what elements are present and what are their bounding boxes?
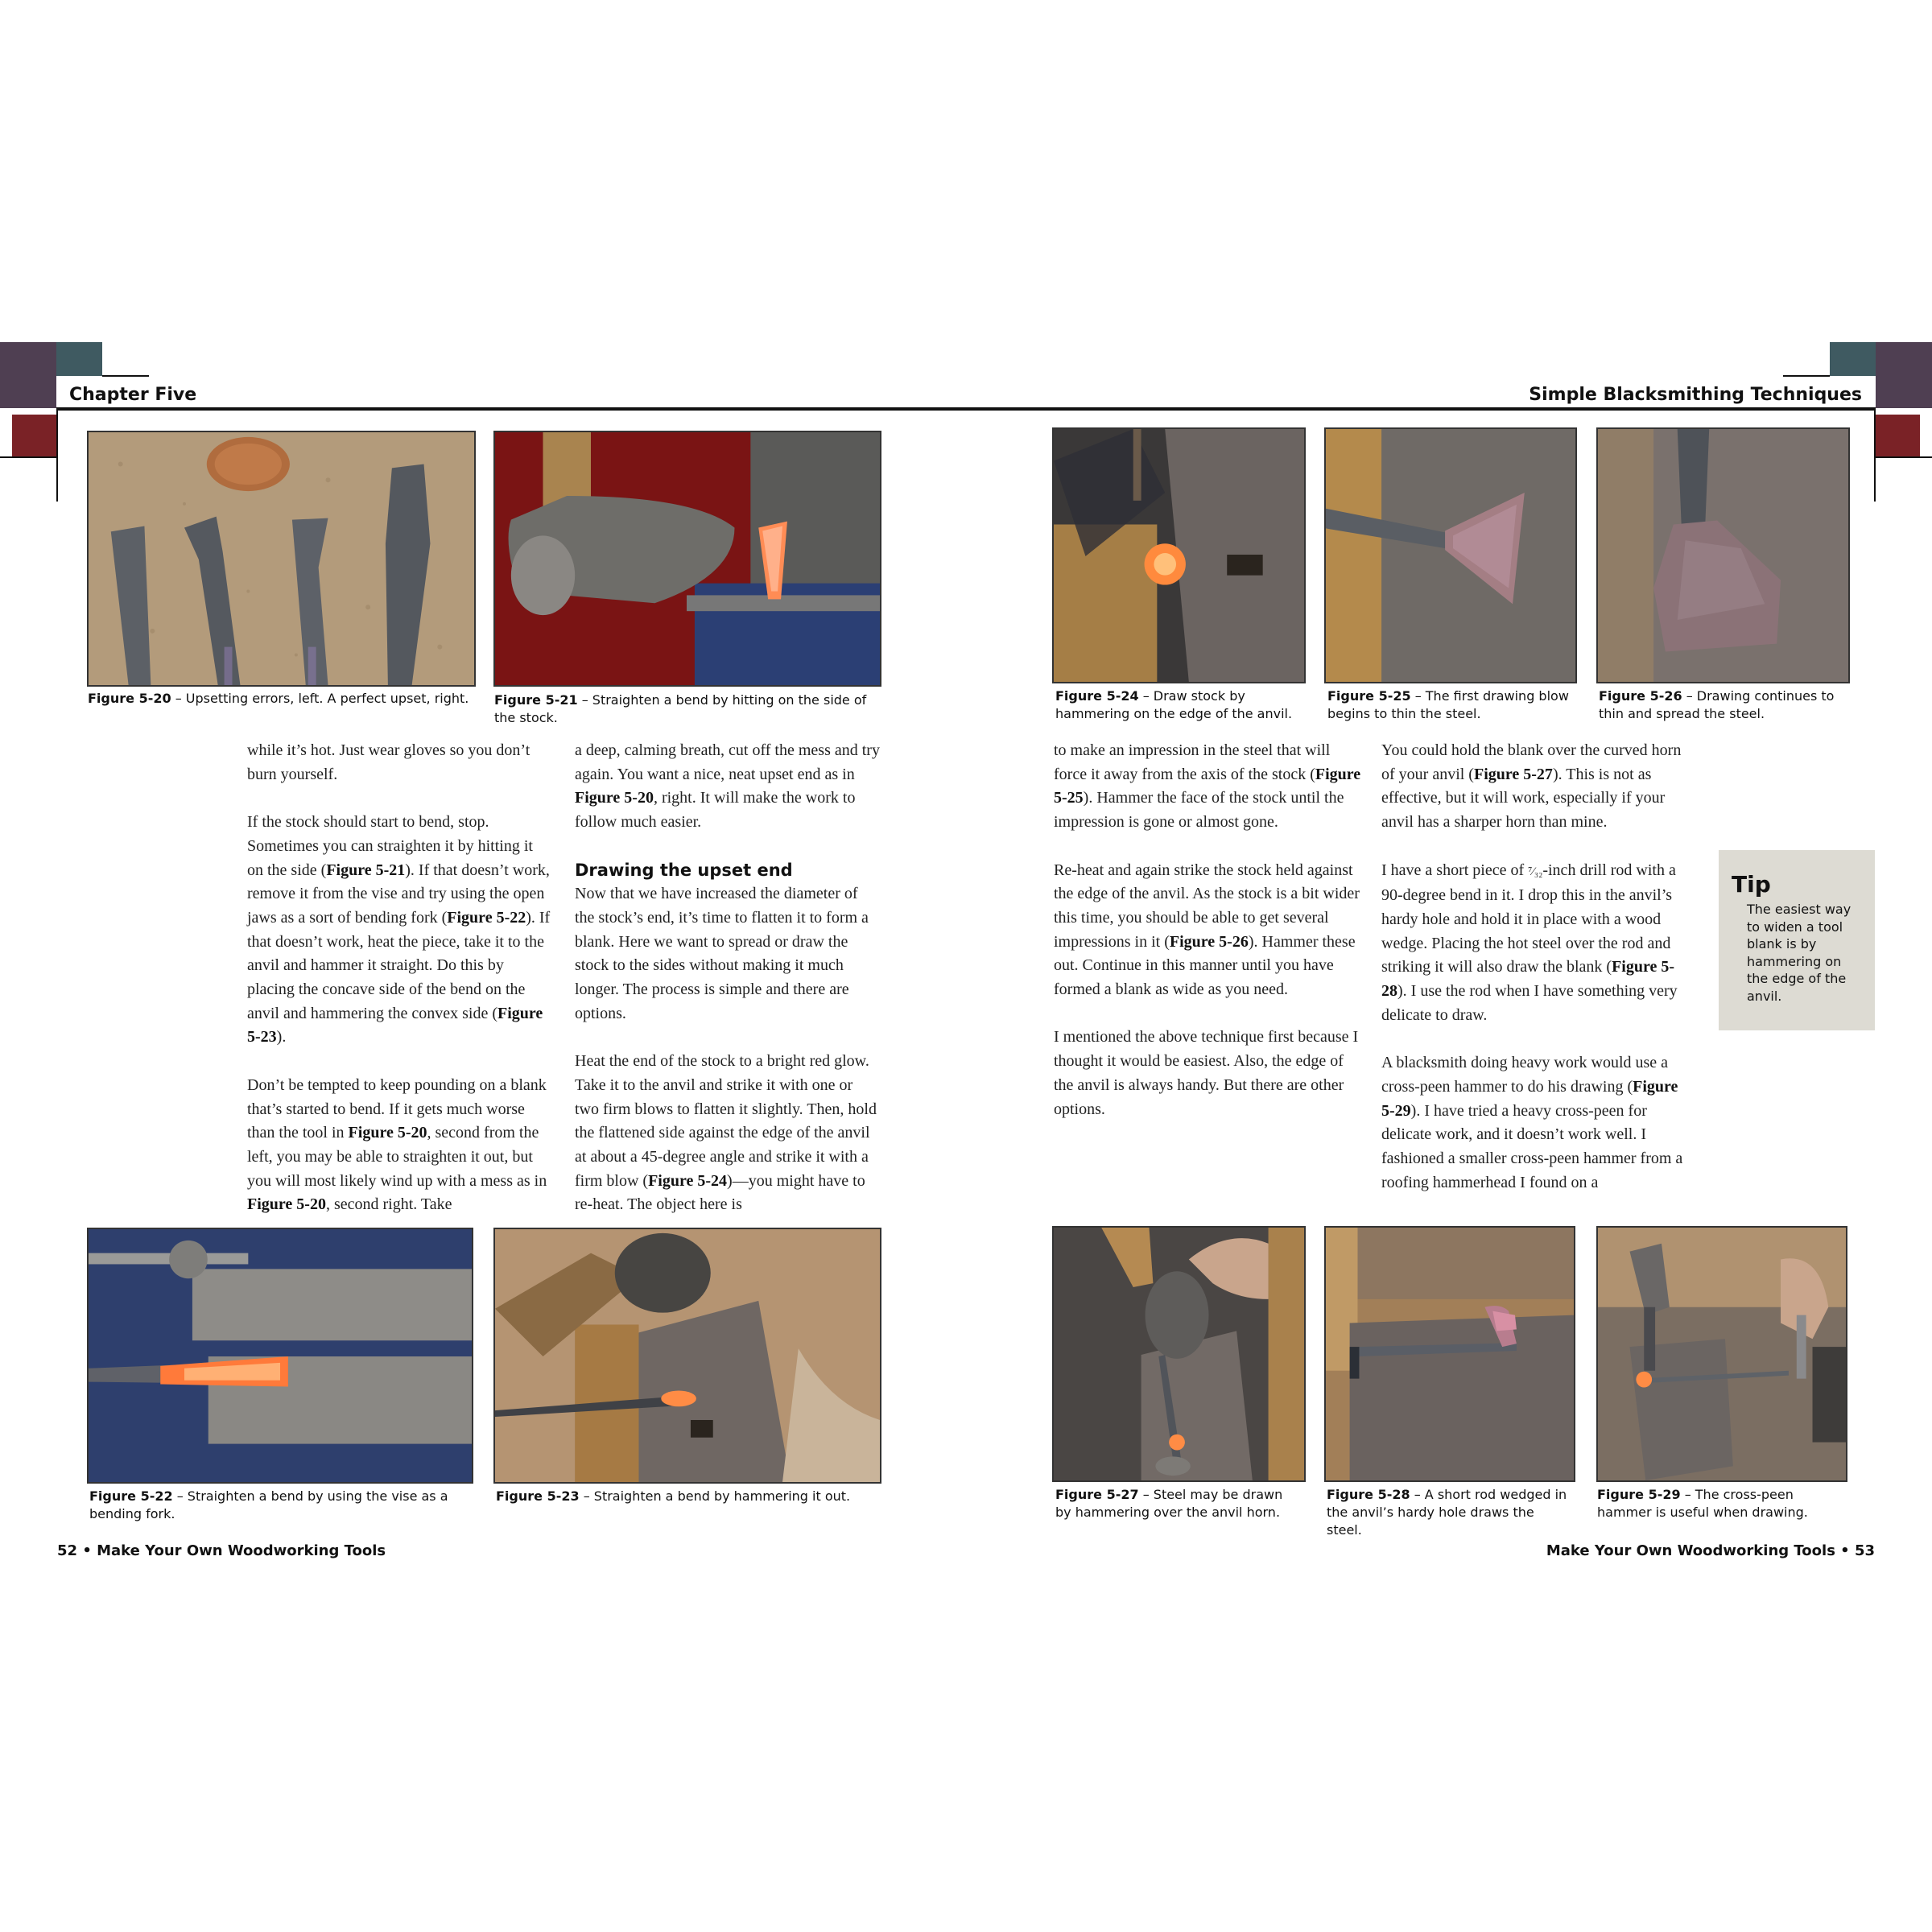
- header-rule-right-top: [1783, 375, 1830, 377]
- right-page-column-1: [1054, 739, 1364, 1121]
- figure-label: Figure 5-28: [1327, 1487, 1410, 1502]
- figure-5-21-caption: [494, 691, 881, 727]
- tip-title: Tip: [1732, 871, 1771, 898]
- paragraph: Heat the end of the stock to a bright red glow. Take it to the anvil and strike it with one or two firm blows to flatten it slightly. Then, hold the flattened side against the edge of the anvil at about a 45-degree angle and strike it with a firm blow (Figure 5-24)—you might have to re-heat. The object here is: [575, 1052, 877, 1214]
- fraction: ⁷⁄₃₂: [1528, 865, 1543, 878]
- section-heading: Drawing the upset end: [575, 860, 793, 880]
- figure-ref: Figure 5-26: [1169, 932, 1249, 951]
- figure-label: Figure 5-22: [89, 1488, 173, 1504]
- caption-text: – A short rod wedged in the anvil’s hardy hole draws the steel.: [1327, 1487, 1567, 1538]
- paragraph: I mentioned the above technique first because I thought it would be easiest. Also, the edge of the anvil is always handy. But there are other options.: [1054, 1028, 1359, 1118]
- footer-right: Make Your Own Woodworking Tools • 53: [1546, 1542, 1875, 1559]
- figure-ref: Figure 5-20: [348, 1124, 427, 1142]
- header-rule-left-top: [102, 375, 149, 377]
- figure-5-22-photo: [87, 1228, 473, 1484]
- caption-text: – Steel may be drawn by hammering over the anvil horn.: [1055, 1487, 1283, 1520]
- paragraph: If the stock should start to bend, stop. Sometimes you can straighten it by hitting it on the side (Figure 5-21). If that doesn’t work, remove it from the vise and try using the open jaws as a sort of bending fork (Figure 5-22). If that doesn’t work, heat the piece, take it to the anvil and hammer it straight. Do this by placing the concave side of the bend on the anvil and hammering the convex side (Figure 5-23).: [247, 813, 551, 1046]
- tip-box: [1719, 850, 1875, 1030]
- figure-5-21-photo: [493, 431, 881, 687]
- chapter-title: Chapter Five: [69, 385, 197, 405]
- caption-text: – The first drawing blow begins to thin the steel.: [1327, 688, 1569, 721]
- figure-ref: Figure 5-27: [1473, 765, 1553, 783]
- figure-label: Figure 5-21: [494, 692, 578, 708]
- figure-5-27-caption: [1055, 1486, 1301, 1521]
- figure-5-29-photo: [1596, 1226, 1847, 1482]
- figure-ref: Figure 5-21: [326, 861, 406, 879]
- header-deco-teal-right: [1830, 342, 1876, 376]
- caption-text: – Straighten a bend by using the vise as a bending fork.: [89, 1488, 448, 1521]
- figure-ref: Figure 5-22: [447, 908, 526, 927]
- figure-5-25-caption: [1327, 687, 1573, 723]
- caption-text: – Straighten a bend by hammering it out.: [579, 1488, 851, 1504]
- figure-5-20-caption: [88, 690, 482, 708]
- figure-label: Figure 5-23: [496, 1488, 580, 1504]
- figure-5-24-photo: [1052, 427, 1306, 683]
- paragraph: to make an impression in the steel that will force it away from the axis of the stock (Figure 5-25). Hammer the face of the stock until the impression is gone or almost gone.: [1054, 741, 1361, 832]
- figure-ref: Figure 5-29: [1381, 1077, 1678, 1120]
- paragraph: I have a short piece of ⁷⁄₃₂-inch drill rod with a 90-degree bend in it. I drop this in the anvil’s hardy hole and hold it in place with a wood wedge. Placing the hot steel over the rod and striking it will also draw the blank (Figure 5-28). I use the rod when I have something very delicate to draw.: [1381, 861, 1678, 1024]
- figure-5-28-caption: [1327, 1486, 1572, 1539]
- figure-ref: Figure 5-28: [1381, 958, 1675, 1001]
- caption-text: – Draw stock by hammering on the edge of the anvil.: [1055, 688, 1293, 721]
- figure-5-26-photo: [1596, 427, 1850, 683]
- figure-5-26-caption: [1599, 687, 1844, 723]
- header-rule-left-short: [0, 456, 56, 458]
- tip-body: The easiest way to widen a tool blank is by hammering on the edge of the anvil.: [1747, 902, 1852, 1004]
- figure-5-23-caption: [496, 1488, 882, 1505]
- header-rule-right-vertical: [1874, 408, 1876, 502]
- header-deco-red-right: [1876, 415, 1920, 457]
- header-deco-teal-left: [56, 342, 102, 376]
- figure-label: Figure 5-29: [1597, 1487, 1681, 1502]
- figure-ref: Figure 5-25: [1054, 765, 1361, 807]
- figure-5-22-caption: [89, 1488, 460, 1523]
- header-deco-red-left: [12, 415, 56, 457]
- paragraph: Don’t be tempted to keep pounding on a blank that’s started to bend. If it gets much worse than the tool in Figure 5-20, second from the left, you may be able to straighten it out, but you will most likely wind up with a mess as in Figure 5-20, second right. Take: [247, 1075, 547, 1214]
- figure-5-28-photo: [1324, 1226, 1575, 1482]
- figure-ref: Figure 5-20: [247, 1195, 326, 1214]
- caption-text: – The cross-peen hammer is useful when drawing.: [1597, 1487, 1808, 1520]
- paragraph: Now that we have increased the diameter of the stock’s end, it’s time to flatten it to form a blank. Here we want to spread or draw the stock to the sides without making it much longer. The process is simple and there are options.: [575, 885, 869, 1022]
- header-deco-purple-right: [1876, 342, 1932, 408]
- paragraph: You could hold the blank over the curved horn of your anvil (Figure 5-27). This is not as effective, but it will work, especially if your anvil has a sharper horn than mine.: [1381, 741, 1682, 832]
- figure-label: Figure 5-24: [1055, 688, 1139, 704]
- section-title: Simple Blacksmithing Techniques: [1529, 385, 1862, 405]
- header-rule-right-short: [1876, 456, 1932, 458]
- figure-label: Figure 5-27: [1055, 1487, 1139, 1502]
- figure-5-20-photo: [87, 431, 476, 687]
- figure-5-23-photo: [493, 1228, 881, 1484]
- paragraph: while it’s hot. Just wear gloves so you don’t burn yourself.: [247, 741, 530, 783]
- figure-ref: Figure 5-20: [575, 789, 654, 807]
- footer-left: 52 • Make Your Own Woodworking Tools: [57, 1542, 386, 1559]
- figure-5-25-photo: [1324, 427, 1577, 683]
- right-page-column-2: [1381, 739, 1687, 1195]
- figure-ref: Figure 5-24: [648, 1171, 728, 1190]
- caption-text: – Straighten a bend by hitting on the side of the stock.: [494, 692, 867, 725]
- header-rule: [56, 407, 1876, 411]
- figure-label: Figure 5-26: [1599, 688, 1682, 704]
- paragraph: A blacksmith doing heavy work would use a cross-peen hammer to do his drawing (Figure 5-29). I have tried a heavy cross-peen for delicate work, and it doesn’t work well. I fashioned a smaller cross-peen hammer from a roofing hammerhead I found on a: [1381, 1054, 1683, 1191]
- figure-5-29-caption: [1597, 1486, 1843, 1521]
- left-page-column-1: [247, 739, 551, 1217]
- header-deco-purple-left: [0, 342, 56, 408]
- figure-label: Figure 5-25: [1327, 688, 1411, 704]
- caption-text: – Upsetting errors, left. A perfect upset, right.: [171, 691, 469, 706]
- figure-5-24-caption: [1055, 687, 1301, 723]
- left-page-column-2: [575, 739, 881, 1217]
- figure-ref: Figure 5-23: [247, 1004, 543, 1046]
- header-rule-left-vertical: [56, 408, 58, 502]
- paragraph: Re-heat and again strike the stock held against the edge of the anvil. As the stock is a bit wider this time, you should be able to get several impressions in it (Figure 5-26). Hammer these out. Continue in this manner until you have formed a blank as wide as you need.: [1054, 861, 1360, 999]
- figure-5-27-photo: [1052, 1226, 1306, 1482]
- paragraph: a deep, calming breath, cut off the mess and try again. You want a nice, neat upset end as in Figure 5-20, right. It will make the work to follow much easier.: [575, 741, 880, 832]
- caption-text: – Drawing continues to thin and spread the steel.: [1599, 688, 1835, 721]
- figure-label: Figure 5-20: [88, 691, 171, 706]
